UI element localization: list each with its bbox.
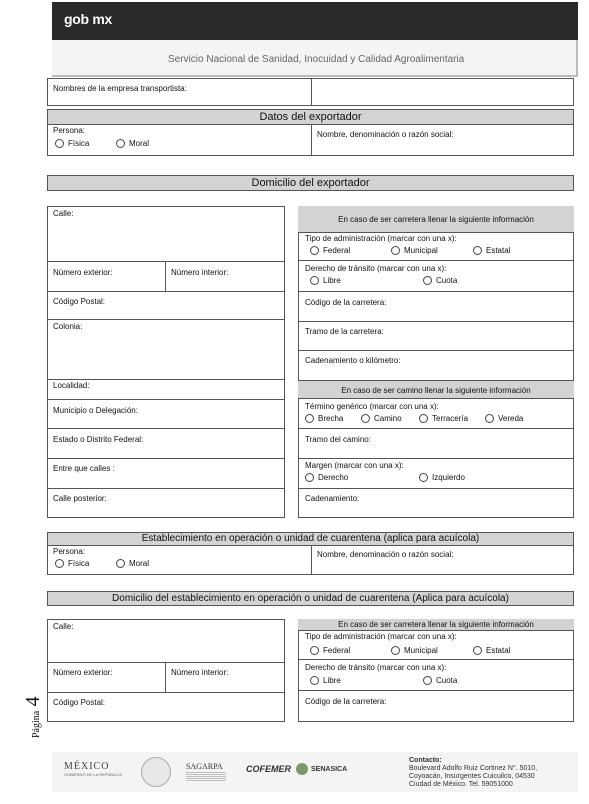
est-cuota-option[interactable]: Cuota: [423, 676, 457, 685]
tramo-camino-label: Tramo del camino:: [305, 435, 371, 444]
est-derecho-label: Derecho de tránsito (marcar con una x):: [305, 663, 447, 672]
federal-option[interactable]: Federal: [310, 246, 350, 255]
est-cp-label: Código Postal:: [53, 698, 106, 707]
sagarpa-logo: SAGARPA: [186, 762, 223, 771]
num-int-label: Número interior:: [171, 268, 229, 277]
municipio-label: Municipio o Delegación:: [53, 406, 138, 415]
transport-label: Nombres de la empresa transportista:: [53, 84, 187, 93]
domicilio-bar: Domicilio del exportador: [47, 175, 574, 191]
est-tipo-admin-label: Tipo de administración (marcar con una x):: [305, 632, 457, 641]
gobmx-logo: gob mx: [64, 11, 112, 27]
radio-icon[interactable]: [116, 139, 125, 148]
libre-option[interactable]: Libre: [310, 276, 341, 285]
est-moral-option[interactable]: Moral: [116, 559, 149, 568]
domicilio-est-bar: Domicilio del establecimiento en operación o unidad de cuarentena (Aplica para acuícola): [47, 591, 574, 606]
est-carretera-head: En caso de ser carretera llenar la siguiente información: [298, 619, 574, 631]
radio-icon[interactable]: [423, 276, 432, 285]
estado-label: Estado o Distrito Federal:: [53, 435, 144, 444]
cadenamiento-km-label: Cadenamiento o kilómetro:: [305, 356, 401, 365]
est-codigo-carretera-label: Código de la carretera:: [305, 697, 387, 706]
municipal-option[interactable]: Municipal: [391, 246, 438, 255]
radio-icon[interactable]: [305, 473, 314, 482]
seal-icon: [141, 757, 171, 787]
header-bar: [52, 2, 578, 40]
exporter-moral-option[interactable]: Moral: [116, 139, 149, 148]
tipo-admin-label: Tipo de administración (marcar con una x):: [305, 234, 457, 243]
cofemer-logo: COFEMER: [246, 764, 291, 774]
entre-calles-label: Entre que calles :: [53, 464, 115, 473]
vereda-option[interactable]: Vereda: [485, 414, 523, 423]
radio-icon[interactable]: [419, 473, 428, 482]
establecimiento-bar: Establecimiento en operación o unidad de cuarentena (aplica para acuícola): [47, 532, 574, 546]
tramo-carretera-label: Tramo de la carretera:: [305, 327, 384, 336]
calle-posterior-label: Calle posterior:: [53, 494, 107, 503]
est-municipal-option[interactable]: Municipal: [391, 646, 438, 655]
cadenamiento-label: Cadenamiento:: [305, 494, 360, 503]
est-estatal-option[interactable]: Estatal: [473, 646, 510, 655]
radio-icon[interactable]: [310, 276, 319, 285]
cuota-option[interactable]: Cuota: [423, 276, 457, 285]
est-fisica-option[interactable]: Física: [55, 559, 89, 568]
est-num-int-label: Número interior:: [171, 668, 229, 677]
radio-icon[interactable]: [423, 676, 432, 685]
exporter-bar: Datos del exportador: [47, 109, 574, 125]
camino-option[interactable]: Camino: [361, 414, 402, 423]
senasica-logo: SENASICA: [296, 763, 347, 775]
izquierdo-option[interactable]: Izquierdo: [419, 473, 465, 482]
est-persona-label: Persona:: [53, 547, 86, 556]
radio-icon[interactable]: [361, 414, 370, 423]
terraceria-option[interactable]: Terracería: [419, 414, 468, 423]
estatal-option[interactable]: Estatal: [473, 246, 510, 255]
brecha-option[interactable]: Brecha: [305, 414, 343, 423]
radio-icon[interactable]: [55, 139, 64, 148]
radio-icon[interactable]: [310, 676, 319, 685]
sagarpa-logo-lines: [186, 772, 226, 782]
codigo-carretera-label: Código de la carretera:: [305, 298, 387, 307]
radio-icon[interactable]: [419, 414, 428, 423]
num-ext-label: Número exterior:: [53, 268, 113, 277]
header-subtitle: Servicio Nacional de Sanidad, Inocuidad y Calidad Agroalimentaria: [168, 54, 465, 65]
exporter-fisica-option[interactable]: Física: [55, 139, 89, 148]
radio-icon[interactable]: [485, 414, 494, 423]
camino-head: En caso de ser camino llenar la siguiente información: [298, 380, 574, 399]
localidad-label: Localidad:: [53, 381, 90, 390]
page-number: Página 4: [22, 696, 44, 738]
radio-icon[interactable]: [391, 246, 400, 255]
radio-icon[interactable]: [305, 414, 314, 423]
radio-icon[interactable]: [473, 246, 482, 255]
radio-icon[interactable]: [473, 646, 482, 655]
est-nombre-label: Nombre, denominación o razón social:: [317, 550, 454, 559]
mexico-logo: MÉXICO GOBIERNO DE LA REPÚBLICA: [64, 761, 122, 777]
radio-icon[interactable]: [116, 559, 125, 568]
radio-icon[interactable]: [55, 559, 64, 568]
radio-icon[interactable]: [391, 646, 400, 655]
derecho-margen-option[interactable]: Derecho: [305, 473, 348, 482]
est-libre-option[interactable]: Libre: [310, 676, 341, 685]
calle-label: Calle:: [53, 209, 74, 218]
colonia-label: Colonia:: [53, 322, 83, 331]
radio-icon[interactable]: [310, 646, 319, 655]
footer-contact: Contacto: Boulevard Adolfo Ruiz Cortinez N°. 5010, Coyoacán, Insurgentes Cuicuilco, 04530 Ciudad de México. Tel. 59051000: [409, 757, 538, 788]
est-calle-label: Calle:: [53, 622, 74, 631]
derecho-label: Derecho de tránsito (marcar con una x):: [305, 264, 447, 273]
exporter-persona-label: Persona:: [53, 126, 86, 135]
est-num-ext-label: Número exterior:: [53, 668, 113, 677]
radio-icon[interactable]: [310, 246, 319, 255]
header-subtitle-band: [52, 40, 578, 77]
carretera-head: En caso de ser carretera llenar la siguiente información: [298, 206, 574, 233]
est-federal-option[interactable]: Federal: [310, 646, 350, 655]
termino-label: Término genérico (marcar con una x):: [305, 402, 439, 411]
margen-label: Margen (marcar con una x):: [305, 461, 404, 470]
cp-label: Código Postal:: [53, 297, 106, 306]
senasica-icon: [296, 763, 308, 775]
exporter-nombre-label: Nombre, denominación o razón social:: [317, 130, 454, 139]
